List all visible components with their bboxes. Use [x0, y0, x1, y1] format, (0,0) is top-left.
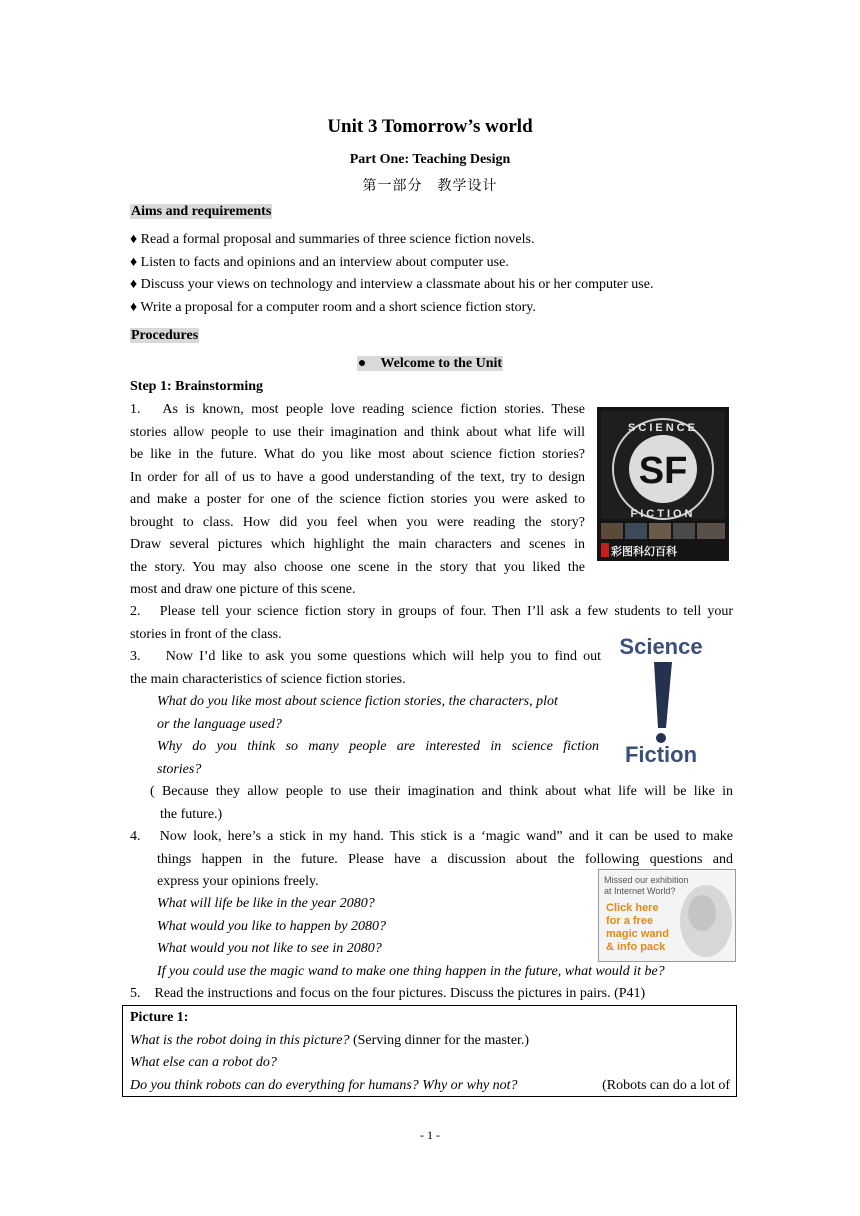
page-number: - 1 - [420, 1128, 440, 1142]
text-line: stories allow people to use their imagination and think about what life will [130, 424, 585, 440]
text-line: 1. As is known, most people love reading science fiction stories. These [130, 402, 585, 417]
document-title: Unit 3 Tomorrow’s world [327, 116, 533, 137]
question-line: What would you like to happen by 2080? [157, 918, 387, 934]
sf-cover-top-letters: SCIENCE [628, 422, 698, 434]
item3-paragraph [130, 646, 601, 691]
table-question: Do you think robots can do everything for humans? Why or why not? [130, 1077, 518, 1093]
ad-line1: Missed our exhibition [604, 875, 689, 885]
sf-cover-caption: 彩图科幻百科 [611, 546, 677, 558]
text-line: stories in front of the class. [130, 626, 282, 642]
table-answer: (Serving dinner for the master.) [349, 1032, 530, 1048]
procedures-heading: Procedures [131, 328, 199, 343]
text-line: 4. Now look, here’s a stick in my hand. This stick is a ‘magic wand” and it can be used to make [130, 829, 733, 844]
text-line: the main characteristics of science fiction stories. [130, 671, 406, 687]
text-line: things happen in the future. Please have a discussion about the following questions and [157, 851, 733, 867]
sf-cover-image [597, 407, 729, 561]
table-question: What else can a robot do? [130, 1055, 277, 1070]
aim-item: ♦ Listen to facts and opinions and an interview about computer use. [130, 254, 509, 270]
text-line: Draw several pictures which highlight the main characters and scenes in [130, 537, 585, 552]
section-heading: ● Welcome to the Unit [357, 356, 503, 371]
document-subtitle-cn: 第一部分 教学设计 [362, 178, 498, 194]
text-line: and make a poster for one of the science fiction stories you were asked to [130, 492, 585, 507]
table-row [130, 1030, 730, 1053]
document-subtitle: Part One: Teaching Design [349, 152, 511, 167]
text-line: 3. Now I’d like to ask you some questions which will help you to find out [130, 649, 601, 664]
item5-line: 5. Read the instructions and focus on the four pictures. Discuss the pictures in pairs. (P41) [130, 986, 646, 1001]
aim-item: ♦ Write a proposal for a computer room and a short science fiction story. [130, 299, 536, 315]
answer-line: the future.) [160, 806, 223, 822]
table-heading: Picture 1: [130, 1010, 189, 1025]
table-answer: (Robots can do a lot of [602, 1077, 730, 1093]
aim-item: ♦ Discuss your views on technology and interview a classmate about his or her computer use. [130, 277, 654, 292]
science-fiction-logo-image [620, 628, 702, 768]
question-line: or the language used? [157, 716, 282, 732]
logo-word-science: Science [620, 634, 702, 659]
text-line: brought to class. How did you feel when you were reading the story? [130, 514, 585, 530]
aims-list [130, 229, 653, 319]
sf-logo: SF [638, 450, 688, 492]
item4-questions [157, 893, 665, 983]
ad-cta2: for a free [606, 915, 654, 927]
text-line: express your opinions freely. [157, 874, 319, 889]
ad-cta4: & info pack [606, 941, 666, 953]
question-line: stories? [157, 761, 202, 777]
aim-item: ♦ Read a formal proposal and summaries of three science fiction novels. [130, 232, 535, 247]
aims-heading: Aims and requirements [131, 204, 272, 219]
ad-banner-image [598, 869, 736, 962]
text-line: the story. You may also choose one scene in the story that you liked the [130, 559, 585, 575]
question-line: What do you like most about science fiction stories, the characters, plot [157, 694, 558, 709]
text-line: be like in the future. What do you like most about science fiction stories? [130, 447, 585, 462]
item3-questions [157, 691, 599, 781]
ad-cta1: Click here [606, 902, 659, 914]
table-question: What is the robot doing in this picture? [130, 1032, 350, 1048]
question-line: If you could use the magic wand to make one thing happen in the future, what would it be? [157, 963, 665, 979]
logo-word-fiction: Fiction [624, 742, 698, 767]
picture1-table [122, 1005, 737, 1097]
sf-cover-bottom-letters: FICTION [630, 508, 696, 520]
text-line: 2. Please tell your science fiction story in groups of four. Then I’ll ask a few students to tell your [130, 604, 733, 619]
ad-line2: at Internet World? [604, 886, 676, 896]
answer-line: ( Because they allow people to use their imagination and think about what life will be like in [150, 784, 733, 799]
question-line: What would you not like to see in 2080? [157, 941, 382, 956]
text-line: most and draw one picture of this scene. [130, 582, 356, 597]
question-line: What will life be like in the year 2080? [157, 896, 375, 911]
text-line: In order for all of us to have a good understanding of the text, try to design [130, 469, 585, 485]
table-row [130, 1075, 730, 1098]
step1-heading: Step 1: Brainstorming [130, 379, 263, 394]
item1-paragraph [130, 399, 585, 602]
question-line: Why do you think so many people are interested in science fiction [157, 739, 599, 754]
item3-answer [150, 781, 733, 826]
ad-cta3: magic wand [606, 928, 669, 940]
